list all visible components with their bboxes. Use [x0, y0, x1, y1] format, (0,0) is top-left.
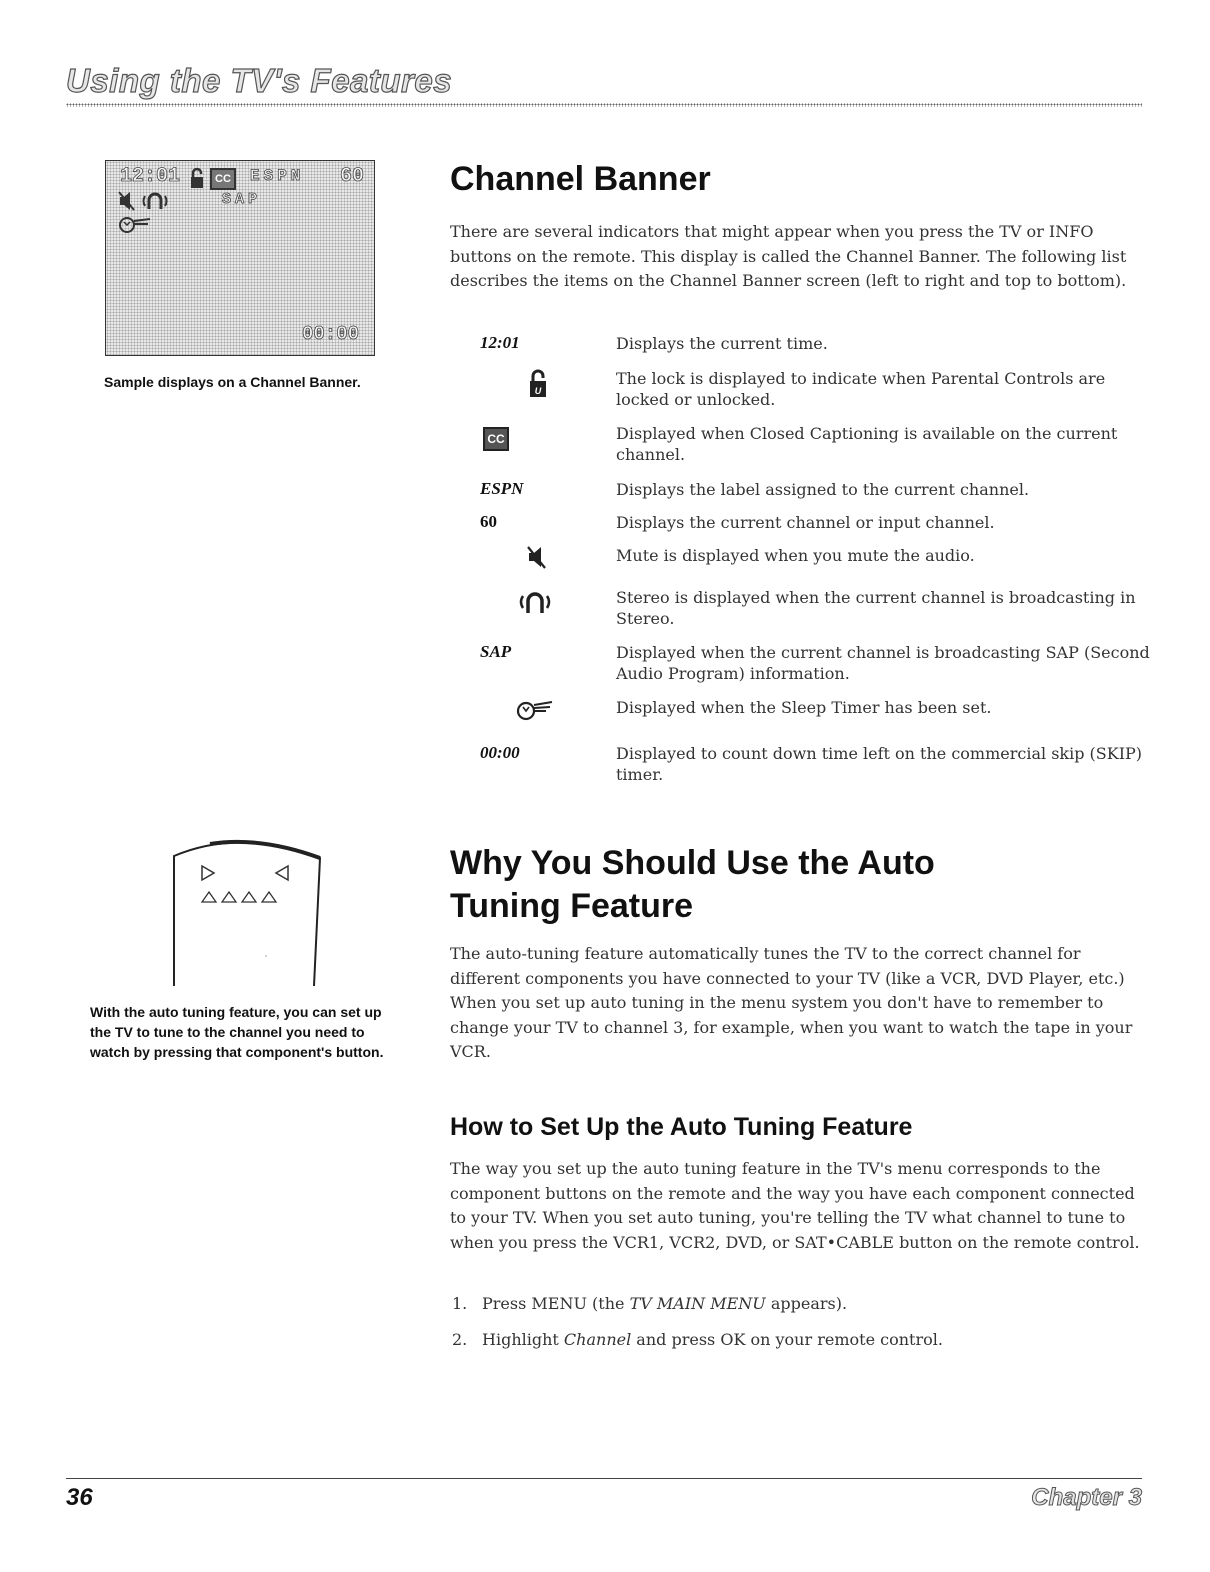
step-2: 2. Highlight Channel and press OK on your remote control.	[452, 1330, 943, 1349]
closed-caption-icon: CC	[483, 427, 509, 451]
auto-tuning-how-body: The way you set up the auto tuning feature in the TV's menu corresponds to the component buttons on the remote and the way you have each component connected to your TV. When you set auto tuning, you're telling the TV what channel to tune to when you press the VCR1, VCR2, DVD, or SAT•CABLE button on the remote control.	[450, 1159, 1140, 1252]
banner-cc-icon: CC	[210, 168, 236, 190]
banner-channel-label: ESPN	[250, 167, 305, 185]
remote-illustration	[170, 836, 330, 996]
banner-lock-icon	[190, 167, 204, 189]
remote-caption: With the auto tuning feature, you can set up the TV to tune to the channel you need to watch by pressing that component's button.	[90, 1004, 384, 1060]
banner-channel-number: 60	[340, 165, 365, 188]
header-title: Using the TV's Features	[66, 62, 453, 99]
mute-icon	[482, 545, 592, 569]
banner-time: 12:01	[120, 165, 181, 188]
header-rule	[66, 103, 1142, 107]
stereo-icon	[480, 589, 590, 615]
auto-tuning-how-heading: How to Set Up the Auto Tuning Feature	[450, 1113, 913, 1141]
chapter-label: Chapter 3	[1031, 1484, 1142, 1511]
banner-stereo-icon	[140, 191, 170, 211]
banner-mute-icon	[118, 191, 136, 211]
page-number: 36	[66, 1484, 93, 1511]
footer-rule	[66, 1478, 1142, 1479]
step-1: 1. Press MENU (the TV MAIN MENU appears).	[452, 1294, 848, 1313]
auto-tuning-why-body: The auto-tuning feature automatically tunes the TV to the correct channel for different components you have connected to your TV (like a VCR, DVD Player, etc.) When you set up auto tuning in the menu system you don't have to remember to change your TV to channel 3, for example, when you want to watch the tape in your VCR.	[450, 944, 1133, 1061]
channel-banner-intro: There are several indicators that might appear when you press the TV or INFO buttons on the remote. This display is called the Channel Banner. The following list describes the items on the Channel Banner screen (left to right and top to bottom).	[450, 222, 1127, 290]
banner-skip-timer: 00:00	[302, 323, 360, 345]
lock-icon	[483, 368, 593, 398]
sleep-timer-icon	[480, 697, 590, 727]
svg-text:U: U	[534, 386, 542, 396]
banner-sleep-timer-icon	[118, 213, 152, 239]
channel-banner-heading: Channel Banner	[450, 160, 711, 198]
banner-caption: Sample displays on a Channel Banner.	[104, 374, 361, 390]
channel-banner-sample	[105, 160, 375, 356]
banner-sap: SAP	[222, 191, 262, 208]
auto-tuning-why-heading: Why You Should Use the Auto Tuning Feature	[450, 844, 935, 925]
